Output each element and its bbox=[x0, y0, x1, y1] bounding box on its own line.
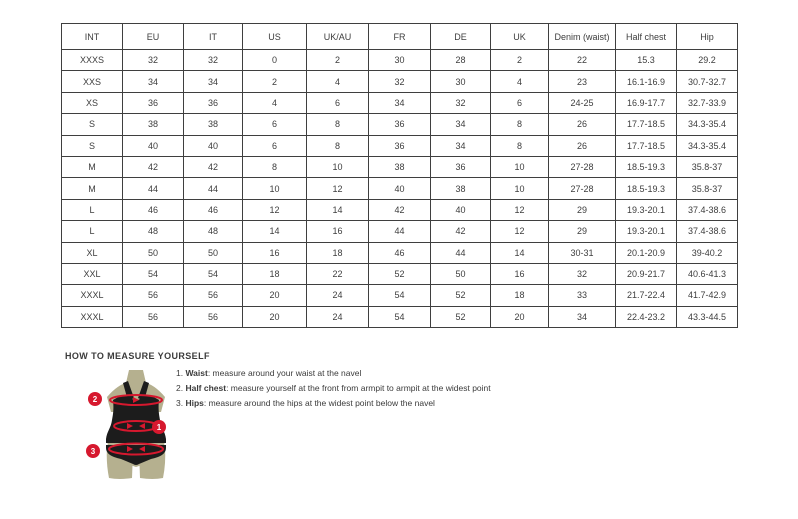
size-cell: 16 bbox=[491, 263, 549, 284]
size-cell: 40 bbox=[184, 135, 243, 156]
size-cell: L bbox=[62, 221, 123, 242]
size-row bbox=[62, 306, 738, 327]
size-row bbox=[62, 71, 738, 92]
size-cell: 56 bbox=[184, 285, 243, 306]
column-header: Hip bbox=[677, 24, 738, 50]
size-cell: 8 bbox=[307, 135, 369, 156]
size-cell: 42 bbox=[184, 156, 243, 177]
size-table-body bbox=[62, 50, 738, 328]
size-cell: 34 bbox=[369, 92, 431, 113]
size-cell: L bbox=[62, 199, 123, 220]
size-table bbox=[61, 23, 738, 328]
size-cell: 52 bbox=[431, 306, 491, 327]
size-cell: 56 bbox=[123, 285, 184, 306]
size-cell: 2 bbox=[307, 50, 369, 71]
size-cell: 18.5-19.3 bbox=[616, 156, 677, 177]
size-cell: S bbox=[62, 114, 123, 135]
size-cell: 34 bbox=[431, 135, 491, 156]
size-cell: XXS bbox=[62, 71, 123, 92]
size-cell: 54 bbox=[369, 306, 431, 327]
size-cell: 32 bbox=[184, 50, 243, 71]
column-header: UK/AU bbox=[307, 24, 369, 50]
size-cell: 44 bbox=[431, 242, 491, 263]
size-cell: 2 bbox=[491, 50, 549, 71]
size-cell: 43.3-44.5 bbox=[677, 306, 738, 327]
size-row bbox=[62, 178, 738, 199]
size-cell: 16.9-17.7 bbox=[616, 92, 677, 113]
size-cell: 36 bbox=[184, 92, 243, 113]
size-cell: 20.9-21.7 bbox=[616, 263, 677, 284]
badge-2-number: 2 bbox=[92, 395, 98, 404]
badge-1-number: 1 bbox=[156, 423, 162, 432]
size-cell: 0 bbox=[243, 50, 307, 71]
size-cell: 40 bbox=[123, 135, 184, 156]
size-cell: 16 bbox=[243, 242, 307, 263]
size-cell: 34.3-35.4 bbox=[677, 135, 738, 156]
size-cell: 40 bbox=[431, 199, 491, 220]
column-header: UK bbox=[491, 24, 549, 50]
size-cell: 37.4-38.6 bbox=[677, 221, 738, 242]
size-cell: 36 bbox=[123, 92, 184, 113]
size-cell: XXXL bbox=[62, 306, 123, 327]
size-cell: 18 bbox=[307, 242, 369, 263]
column-header: FR bbox=[369, 24, 431, 50]
size-cell: 34 bbox=[549, 306, 616, 327]
size-cell: 6 bbox=[243, 114, 307, 135]
column-header: IT bbox=[184, 24, 243, 50]
size-cell: 32.7-33.9 bbox=[677, 92, 738, 113]
size-cell: 35.8-37 bbox=[677, 178, 738, 199]
size-cell: 4 bbox=[307, 71, 369, 92]
size-row bbox=[62, 285, 738, 306]
size-cell: 12 bbox=[491, 221, 549, 242]
size-row bbox=[62, 242, 738, 263]
size-cell: 19.3-20.1 bbox=[616, 199, 677, 220]
size-cell: 8 bbox=[491, 114, 549, 135]
size-cell: 24-25 bbox=[549, 92, 616, 113]
size-cell: 24 bbox=[307, 285, 369, 306]
size-cell: 29 bbox=[549, 199, 616, 220]
size-cell: 18 bbox=[491, 285, 549, 306]
size-cell: 15.3 bbox=[616, 50, 677, 71]
measure-guide-title: HOW TO MEASURE YOURSELF bbox=[65, 351, 210, 361]
size-cell: 46 bbox=[123, 199, 184, 220]
size-table-header-row bbox=[62, 24, 738, 50]
size-cell: 12 bbox=[307, 178, 369, 199]
size-cell: 30 bbox=[369, 50, 431, 71]
size-cell: 14 bbox=[243, 221, 307, 242]
size-cell: 52 bbox=[431, 285, 491, 306]
size-cell: 32 bbox=[123, 50, 184, 71]
size-cell: 6 bbox=[307, 92, 369, 113]
size-cell: 14 bbox=[307, 199, 369, 220]
size-cell: 2 bbox=[243, 71, 307, 92]
measure-steps bbox=[176, 369, 596, 414]
size-cell: 27-28 bbox=[549, 178, 616, 199]
size-row bbox=[62, 263, 738, 284]
size-cell: 10 bbox=[243, 178, 307, 199]
size-cell: 44 bbox=[184, 178, 243, 199]
size-cell: 6 bbox=[243, 135, 307, 156]
size-cell: 32 bbox=[549, 263, 616, 284]
size-cell: 28 bbox=[431, 50, 491, 71]
size-cell: 52 bbox=[369, 263, 431, 284]
size-cell: 44 bbox=[369, 221, 431, 242]
size-cell: 50 bbox=[123, 242, 184, 263]
size-cell: 4 bbox=[491, 71, 549, 92]
column-header: EU bbox=[123, 24, 184, 50]
size-cell: 23 bbox=[549, 71, 616, 92]
size-cell: 42 bbox=[123, 156, 184, 177]
size-cell: 17.7-18.5 bbox=[616, 135, 677, 156]
size-cell: 50 bbox=[184, 242, 243, 263]
size-cell: 54 bbox=[184, 263, 243, 284]
size-cell: 35.8-37 bbox=[677, 156, 738, 177]
size-cell: 29 bbox=[549, 221, 616, 242]
size-cell: 42 bbox=[431, 221, 491, 242]
size-cell: 20 bbox=[243, 306, 307, 327]
size-cell: 40.6-41.3 bbox=[677, 263, 738, 284]
size-cell: 38 bbox=[184, 114, 243, 135]
size-cell: 10 bbox=[491, 178, 549, 199]
size-cell: 8 bbox=[307, 114, 369, 135]
size-cell: 20 bbox=[243, 285, 307, 306]
size-cell: 44 bbox=[123, 178, 184, 199]
size-cell: 20 bbox=[491, 306, 549, 327]
size-cell: 56 bbox=[184, 306, 243, 327]
size-cell: 8 bbox=[243, 156, 307, 177]
size-cell: 18 bbox=[243, 263, 307, 284]
size-cell: 54 bbox=[123, 263, 184, 284]
size-cell: 34 bbox=[431, 114, 491, 135]
size-cell: M bbox=[62, 178, 123, 199]
size-cell: 38 bbox=[431, 178, 491, 199]
size-cell: 29.2 bbox=[677, 50, 738, 71]
column-header: DE bbox=[431, 24, 491, 50]
column-header: US bbox=[243, 24, 307, 50]
size-cell: 37.4-38.6 bbox=[677, 199, 738, 220]
size-cell: 38 bbox=[123, 114, 184, 135]
size-cell: 40 bbox=[369, 178, 431, 199]
size-cell: 22.4-23.2 bbox=[616, 306, 677, 327]
size-row bbox=[62, 114, 738, 135]
size-row bbox=[62, 156, 738, 177]
size-cell: 36 bbox=[369, 135, 431, 156]
size-cell: 24 bbox=[307, 306, 369, 327]
column-header: INT bbox=[62, 24, 123, 50]
size-cell: 32 bbox=[431, 92, 491, 113]
size-cell: XS bbox=[62, 92, 123, 113]
size-cell: 33 bbox=[549, 285, 616, 306]
size-cell: 46 bbox=[369, 242, 431, 263]
size-cell: 56 bbox=[123, 306, 184, 327]
size-cell: 17.7-18.5 bbox=[616, 114, 677, 135]
column-header: Denim (waist) bbox=[549, 24, 616, 50]
size-cell: 39-40.2 bbox=[677, 242, 738, 263]
size-cell: 34.3-35.4 bbox=[677, 114, 738, 135]
size-cell: XXXS bbox=[62, 50, 123, 71]
size-row bbox=[62, 221, 738, 242]
size-cell: 14 bbox=[491, 242, 549, 263]
size-row bbox=[62, 199, 738, 220]
size-cell: 50 bbox=[431, 263, 491, 284]
size-cell: 41.7-42.9 bbox=[677, 285, 738, 306]
measure-step: 2. Half chest: measure yourself at the front from armpit to armpit at the widest point bbox=[176, 383, 491, 393]
size-cell: 27-28 bbox=[549, 156, 616, 177]
measure-step: 3. Hips: measure around the hips at the widest point below the navel bbox=[176, 398, 435, 408]
size-cell: M bbox=[62, 156, 123, 177]
size-cell: XXXL bbox=[62, 285, 123, 306]
size-cell: 30 bbox=[431, 71, 491, 92]
size-cell: 10 bbox=[307, 156, 369, 177]
measure-step: 1. Waist: measure around your waist at the navel bbox=[176, 368, 362, 378]
size-cell: 30.7-32.7 bbox=[677, 71, 738, 92]
size-cell: 12 bbox=[243, 199, 307, 220]
size-cell: 10 bbox=[491, 156, 549, 177]
size-cell: 21.7-22.4 bbox=[616, 285, 677, 306]
size-cell: 48 bbox=[184, 221, 243, 242]
size-cell: 36 bbox=[431, 156, 491, 177]
size-cell: 16.1-16.9 bbox=[616, 71, 677, 92]
size-cell: 38 bbox=[369, 156, 431, 177]
size-cell: 4 bbox=[243, 92, 307, 113]
size-cell: 16 bbox=[307, 221, 369, 242]
size-cell: XXL bbox=[62, 263, 123, 284]
size-row bbox=[62, 50, 738, 71]
size-cell: 20.1-20.9 bbox=[616, 242, 677, 263]
size-cell: 8 bbox=[491, 135, 549, 156]
size-cell: 54 bbox=[369, 285, 431, 306]
size-cell: 22 bbox=[307, 263, 369, 284]
size-cell: 36 bbox=[369, 114, 431, 135]
size-cell: S bbox=[62, 135, 123, 156]
size-cell: 6 bbox=[491, 92, 549, 113]
size-cell: 12 bbox=[491, 199, 549, 220]
size-cell: 26 bbox=[549, 114, 616, 135]
size-cell: XL bbox=[62, 242, 123, 263]
size-cell: 18.5-19.3 bbox=[616, 178, 677, 199]
size-cell: 22 bbox=[549, 50, 616, 71]
size-cell: 48 bbox=[123, 221, 184, 242]
size-cell: 19.3-20.1 bbox=[616, 221, 677, 242]
size-row bbox=[62, 92, 738, 113]
size-cell: 26 bbox=[549, 135, 616, 156]
size-cell: 42 bbox=[369, 199, 431, 220]
size-row bbox=[62, 135, 738, 156]
badge-3-number: 3 bbox=[90, 447, 96, 456]
size-cell: 32 bbox=[369, 71, 431, 92]
size-cell: 34 bbox=[184, 71, 243, 92]
column-header: Half chest bbox=[616, 24, 677, 50]
size-cell: 46 bbox=[184, 199, 243, 220]
size-cell: 34 bbox=[123, 71, 184, 92]
size-cell: 30-31 bbox=[549, 242, 616, 263]
